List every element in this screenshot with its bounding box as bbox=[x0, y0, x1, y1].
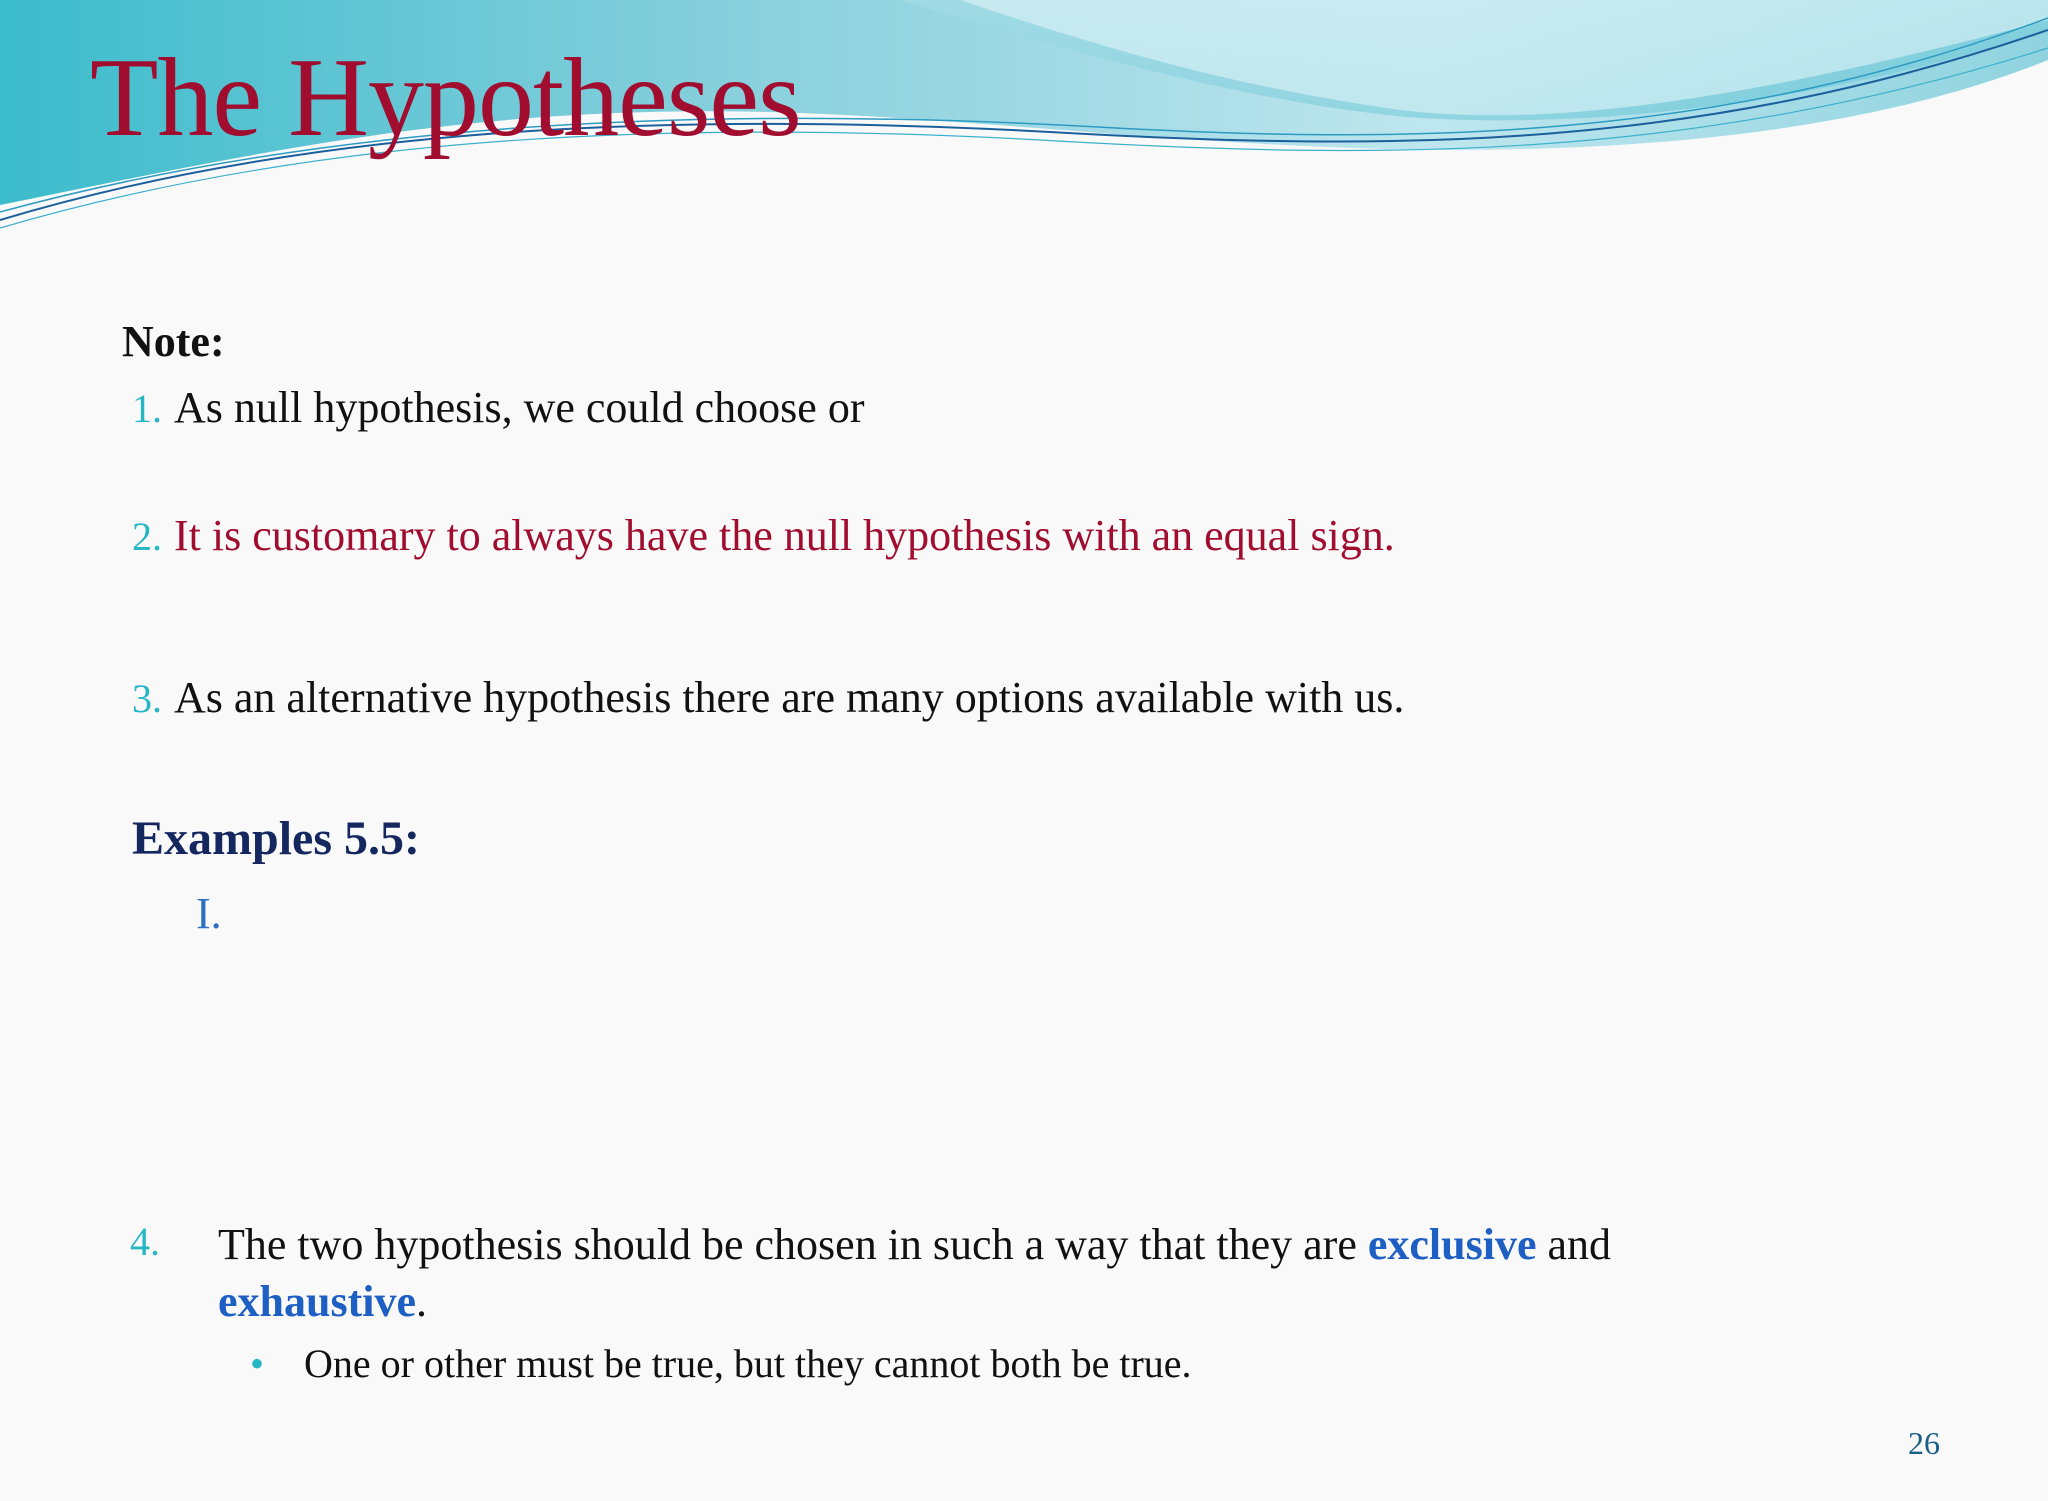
note-label: Note: bbox=[122, 317, 225, 366]
item-text: As an alternative hypothesis there are many options available with us. bbox=[174, 673, 1405, 722]
item-number: 4. bbox=[130, 1219, 160, 1264]
roman-marker: I. bbox=[196, 889, 222, 938]
note-item-3 bbox=[132, 672, 1404, 725]
item-4-text-before: The two hypothesis should be chosen in such a way that they are bbox=[218, 1220, 1368, 1269]
bullet-item bbox=[250, 1340, 1192, 1388]
note-item-4 bbox=[130, 1216, 1830, 1330]
highlight-exhaustive: exhaustive bbox=[218, 1277, 416, 1327]
bullet-icon: • bbox=[250, 1341, 265, 1386]
item-number: 3. bbox=[132, 676, 162, 721]
item-4-text-after: . bbox=[416, 1277, 427, 1327]
note-item-1 bbox=[132, 382, 864, 435]
slide-title: The Hypotheses bbox=[90, 36, 801, 160]
highlight-exclusive: exclusive bbox=[1367, 1220, 1537, 1269]
page-number: 26 bbox=[1908, 1425, 1940, 1461]
bullet-text: One or other must be true, but they cannot both be true. bbox=[304, 1341, 1192, 1386]
item-text: It is customary to always have the null hypothesis with an equal sign. bbox=[174, 511, 1395, 560]
item-number: 2. bbox=[132, 514, 162, 559]
examples-heading: Examples 5.5: bbox=[132, 812, 420, 865]
item-number: 1. bbox=[132, 386, 162, 431]
item-4-text-middle: and bbox=[1536, 1220, 1612, 1269]
item-text: As null hypothesis, we could choose or bbox=[174, 383, 865, 432]
note-item-2 bbox=[132, 510, 1395, 563]
item-4-text bbox=[218, 1216, 1830, 1330]
